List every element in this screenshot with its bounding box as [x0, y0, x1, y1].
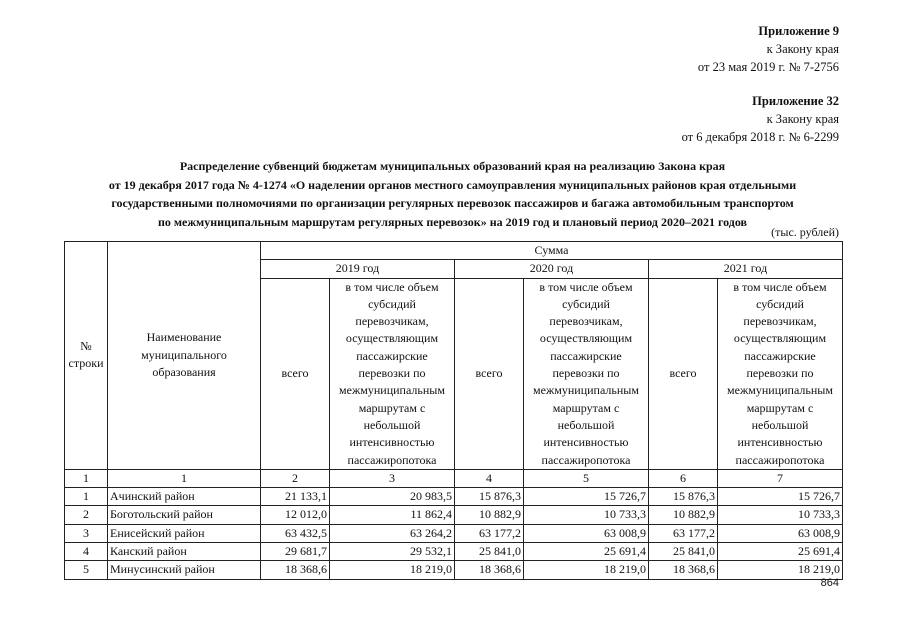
year-header-2021: 2021 год [649, 260, 843, 278]
total-2021: 25 841,0 [649, 543, 718, 561]
municipality-name: Боготольский район [108, 506, 261, 524]
col-number: 1 [108, 469, 261, 487]
row-number: 1 [65, 488, 108, 506]
col-number: 6 [649, 469, 718, 487]
title-line: по межмуниципальным маршрутам регулярных перевозок» на 2019 год и плановый период 2020–2021 годов [157, 214, 748, 229]
total-2020: 63 177,2 [455, 524, 524, 542]
subsidy-header-2019: в том числе объем субсидий перевозчикам, осуществляющим пассажирские перевозки по межмуниципальным маршрутам с небольшой интенсивностью пассажиропотока [330, 278, 455, 469]
total-2019: 12 012,0 [261, 506, 330, 524]
subsidy-2020: 18 219,0 [524, 561, 649, 579]
year-header-2019: 2019 год [261, 260, 455, 278]
total-2020: 10 882,9 [455, 506, 524, 524]
col-header-row-number: № строки [65, 242, 108, 470]
appendix-32-law-ref: к Закону края [766, 112, 839, 126]
total-header-2021: всего [649, 278, 718, 469]
subsidy-2021: 18 219,0 [718, 561, 843, 579]
subsidy-2020: 63 008,9 [524, 524, 649, 542]
subsidy-2021: 15 726,7 [718, 488, 843, 506]
col-number: 7 [718, 469, 843, 487]
subsidy-2021: 10 733,3 [718, 506, 843, 524]
total-2021: 63 177,2 [649, 524, 718, 542]
col-number: 1 [65, 469, 108, 487]
appendix-9-header [698, 22, 839, 76]
col-number: 4 [455, 469, 524, 487]
col-number: 2 [261, 469, 330, 487]
subsidy-2019: 29 532,1 [330, 543, 455, 561]
table-row [65, 488, 843, 506]
unit-label: (тыс. рублей) [771, 225, 839, 239]
table-row [65, 524, 843, 542]
appendix-32-title: Приложение 32 [752, 94, 839, 108]
title-line: Распределение субвенций бюджетам муниципальных образований края на реализацию Закона края [179, 159, 726, 173]
title-line: государственными полномочиями по организации регулярных перевозок пассажиров и багажа автомобильным транспортом [111, 196, 794, 210]
total-2020: 18 368,6 [455, 561, 524, 579]
row-number: 3 [65, 524, 108, 542]
subsidy-2019: 18 219,0 [330, 561, 455, 579]
col-number: 5 [524, 469, 649, 487]
total-2021: 18 368,6 [649, 561, 718, 579]
appendix-9-title: Приложение 9 [758, 24, 839, 38]
appendix-9-date: от 23 мая 2019 г. № 7-2756 [697, 60, 839, 74]
subsidy-2020: 25 691,4 [524, 543, 649, 561]
row-number: 2 [65, 506, 108, 524]
col-header-municipality: Наименование муниципального образования [108, 242, 261, 470]
table-row [65, 543, 843, 561]
municipality-name: Минусинский район [108, 561, 261, 579]
column-number-row [65, 469, 843, 487]
title-line: от 19 декабря 2017 года № 4-1274 «О наделении органов местного самоуправления муниципальных районов края отдельными [108, 177, 797, 192]
total-header-2019: всего [261, 278, 330, 469]
subsidy-table [64, 241, 843, 580]
appendix-32-date: от 6 декабря 2018 г. № 6-2299 [681, 130, 839, 144]
subsidy-2021: 25 691,4 [718, 543, 843, 561]
subsidy-2020: 15 726,7 [524, 488, 649, 506]
subsidy-2019: 20 983,5 [330, 488, 455, 506]
page-number: 864 [820, 577, 839, 589]
municipality-name: Канский район [108, 543, 261, 561]
total-2019: 21 133,1 [261, 488, 330, 506]
municipality-name: Ачинский район [108, 488, 261, 506]
row-number: 4 [65, 543, 108, 561]
table-row [65, 561, 843, 579]
total-2019: 63 432,5 [261, 524, 330, 542]
total-2020: 25 841,0 [455, 543, 524, 561]
total-header-2020: всего [455, 278, 524, 469]
appendix-32-header [682, 92, 839, 146]
subsidy-header-2021: в том числе объем субсидий перевозчикам, осуществляющим пассажирские перевозки по межмуниципальным маршрутам с небольшой интенсивностью пассажиропотока [718, 278, 843, 469]
subsidy-2021: 63 008,9 [718, 524, 843, 542]
total-2019: 29 681,7 [261, 543, 330, 561]
total-2021: 15 876,3 [649, 488, 718, 506]
total-2019: 18 368,6 [261, 561, 330, 579]
appendix-9-law-ref: к Закону края [766, 42, 839, 56]
document-title [40, 157, 865, 231]
subsidy-2020: 10 733,3 [524, 506, 649, 524]
subsidy-header-2020: в том числе объем субсидий перевозчикам, осуществляющим пассажирские перевозки по межмуниципальным маршрутам с небольшой интенсивностью пассажиропотока [524, 278, 649, 469]
subsidy-2019: 63 264,2 [330, 524, 455, 542]
total-2020: 15 876,3 [455, 488, 524, 506]
subsidy-2019: 11 862,4 [330, 506, 455, 524]
col-number: 3 [330, 469, 455, 487]
table-row [65, 506, 843, 524]
sum-header: Сумма [261, 242, 843, 260]
row-number: 5 [65, 561, 108, 579]
total-2021: 10 882,9 [649, 506, 718, 524]
year-header-2020: 2020 год [455, 260, 649, 278]
municipality-name: Енисейский район [108, 524, 261, 542]
